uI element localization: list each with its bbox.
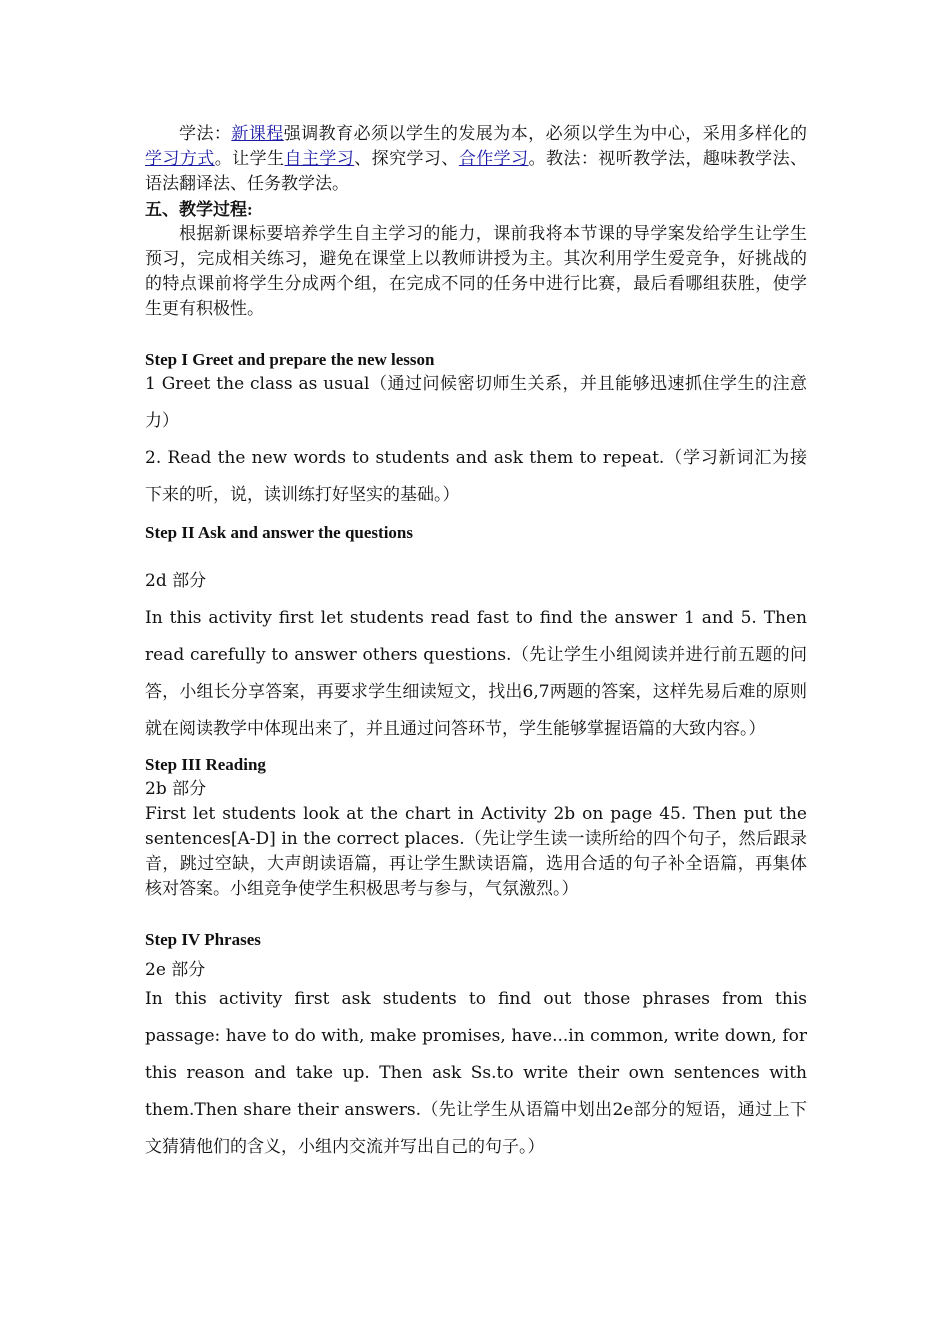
- step3-heading: Step III Reading: [145, 755, 266, 774]
- blank-line: [145, 322, 807, 347]
- section5-intro: 根据新课标要培养学生自主学习的能力，课前我将本节课的导学案发给学生让学生预习，完成相关练习，避免在课堂上以教师讲授为主。其次利用学生爱竞争，好挑战的的特点课前将学生分成两个组，在完成不同的任务中进行比赛，最后看哪组获胜，使学生更有积极性。: [145, 224, 807, 319]
- blank-line: [145, 551, 807, 563]
- learning-method-paragraph: [145, 122, 807, 197]
- blank-line: [145, 902, 807, 927]
- text-run: 学法：: [179, 124, 232, 144]
- link-learning-style[interactable]: 学习方式: [145, 149, 215, 169]
- link-new-curriculum[interactable]: 新课程: [231, 124, 284, 144]
- step2-part: 2d 部分: [145, 571, 207, 591]
- text-run: 。教法：视听教学法，趣味教学法、语法翻译法、任务教学法。: [145, 149, 808, 194]
- text-run: 。让学生: [214, 149, 285, 169]
- text-run: 、探究学习、: [354, 149, 459, 169]
- step2-text: In this activity first let students read fast to find the answer 1 and 5. Then read carefully to answer others questions.（先让学生小组阅读并进行前五题的问答，小组长分享答案，再要求学生细读短文，找出6,7两题的答案，这样先易后难的原则就在阅读教学中体现出来了，并且通过问答环节，学生能够掌握语篇的大致内容。）: [145, 608, 807, 739]
- section5-heading: 五、教学过程:: [145, 200, 253, 219]
- step1-item1: 1 Greet the class as usual（通过问候密切师生关系，并且能够迅速抓住学生的注意力）: [145, 374, 807, 431]
- step3-part: 2b 部分: [145, 779, 207, 799]
- link-cooperative-learning[interactable]: 合作学习: [458, 149, 529, 169]
- step4-part: 2e 部分: [145, 960, 206, 980]
- step1-heading: Step I Greet and prepare the new lesson: [145, 350, 435, 369]
- step2-heading: Step II Ask and answer the questions: [145, 523, 413, 542]
- text-run: 强调教育必须以学生的发展为本，必须以学生为中心，采用多样化的: [283, 124, 808, 144]
- step4-text: In this activity first ask students to find out those phrases from this passage: have to do with, make promises, have...in common, write down, for this reason and take up. Then ask Ss.to write their own sentences with them.Then share their answers.（先让学生从语篇中划出2e部分的短语，通过上下文猜猜他们的含义，小组内交流并写出自己的句子。）: [145, 989, 807, 1157]
- step1-item2: 2. Read the new words to students and ask them to repeat.（学习新词汇为接下来的听，说，读训练打好坚实的基础。）: [145, 448, 807, 505]
- step3-text: First let students look at the chart in Activity 2b on page 45. Then put the sentences[A-D] in the correct places.（先让学生读一读所给的四个句子，然后跟录音，跳过空缺，大声朗读语篇，再让学生默读语篇，选用合适的句子补全语篇，再集体核对答案。小组竞争使学生积极思考与参与，气氛激烈。）: [145, 804, 807, 899]
- document-content: [145, 122, 807, 1166]
- step4-heading: Step IV Phrases: [145, 930, 261, 949]
- link-self-study[interactable]: 自主学习: [284, 149, 355, 169]
